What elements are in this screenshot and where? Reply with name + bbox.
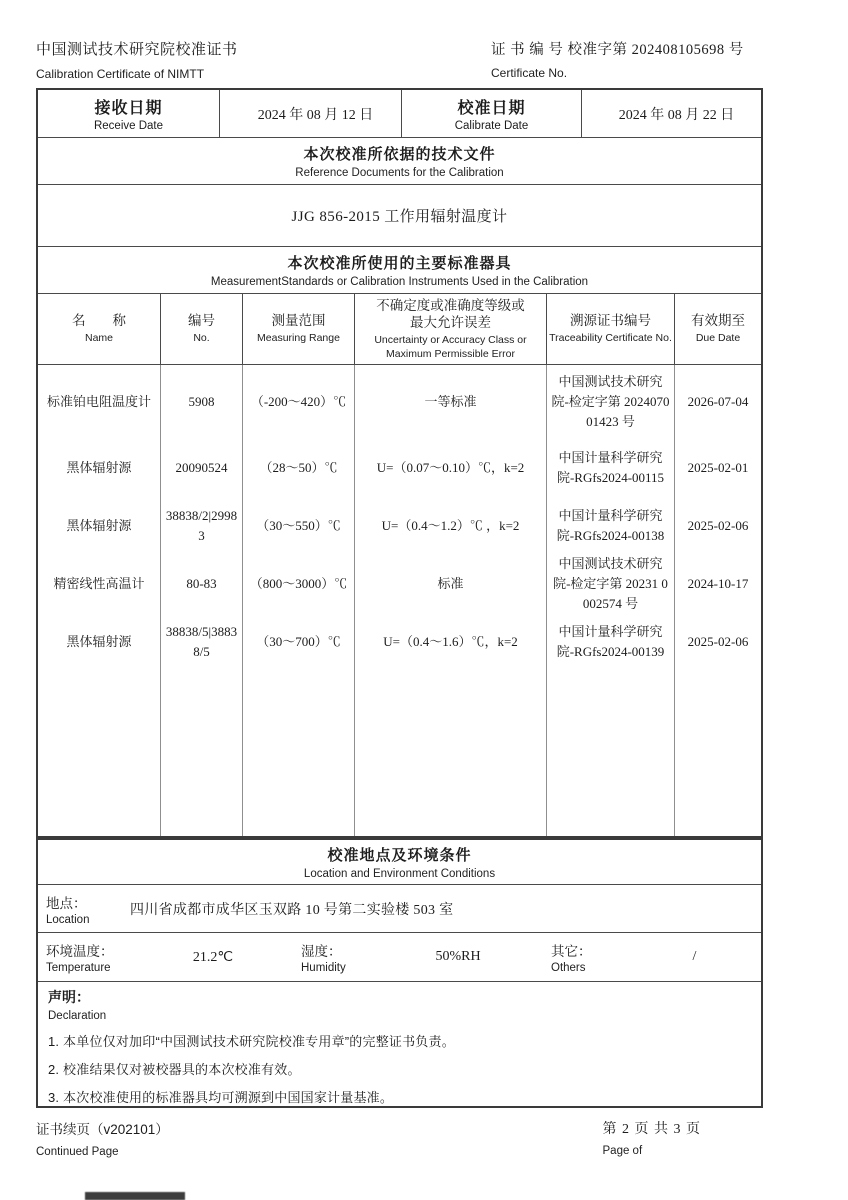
cell-uncertainty: U=（0.4～1.6）℃，k=2 xyxy=(355,613,547,671)
column-header-no xyxy=(161,294,243,364)
cell-due: 2025-02-06 xyxy=(687,633,749,649)
temperature-label-zh: 环境温度： xyxy=(46,944,114,960)
standards-section-title xyxy=(38,247,761,294)
footer-right xyxy=(603,1118,702,1158)
others-label xyxy=(543,933,628,981)
declaration-item: 2. 校准结果仅对被校器具的本次校准有效。 xyxy=(48,1061,301,1077)
others-label-zh: 其它： xyxy=(551,944,592,960)
column-header-name-en: Name xyxy=(84,331,113,344)
calibrate-date-label-en: Calibrate Date xyxy=(454,120,529,132)
column-header-range xyxy=(243,294,355,364)
page-title-en: Calibration Certificate of NIMTT xyxy=(36,67,205,81)
column-header-uncertainty-zh2: 最大允许误差 xyxy=(410,315,491,331)
cell-no: 80-83 xyxy=(161,555,243,613)
humidity-label xyxy=(293,933,373,981)
location-label xyxy=(38,885,130,933)
temperature-value: 21.2℃ xyxy=(192,949,234,965)
dates-row xyxy=(38,90,761,138)
others-label-en: Others xyxy=(551,962,586,975)
calibrate-date-label-cell xyxy=(402,90,582,137)
cell-traceability: 中国计量科学研究院-RGfs2024-00115 xyxy=(547,439,675,497)
table-row xyxy=(38,613,761,671)
column-header-name xyxy=(38,294,161,364)
table-row xyxy=(38,555,761,613)
cell-uncertainty: U=（0.4～1.2）℃ ，k=2 xyxy=(355,497,547,555)
cell-uncertainty: U=（0.07～0.10）℃，k=2 xyxy=(355,439,547,497)
receive-date-label-cell xyxy=(38,90,220,137)
declaration-block xyxy=(38,982,761,1106)
calibration-table xyxy=(36,88,763,838)
cell-due: 2025-02-06 xyxy=(687,517,749,533)
cell-traceability: 中国测试技术研究院-检定字第 20231 0002574 号 xyxy=(547,555,675,613)
cell-no: 38838/5|38838/5 xyxy=(161,613,243,671)
cell-uncertainty: 标准 xyxy=(355,555,547,613)
continued-page-zh: 证书续页（v202101） xyxy=(36,1122,169,1137)
others-value: / xyxy=(692,949,697,965)
continued-page-en: Continued Page xyxy=(36,1146,119,1158)
receive-date-label-en: Receive Date xyxy=(93,120,164,132)
location-label-en: Location xyxy=(46,913,90,926)
declaration-title-zh: 声明： xyxy=(48,988,90,1005)
header-title-block xyxy=(36,38,238,81)
receive-date-label: 接收日期 xyxy=(94,100,163,117)
cell-name: 精密线性高温计 xyxy=(38,555,161,613)
calibrate-date-value: 2024 年 08 月 22 日 xyxy=(618,107,735,123)
standards-title-zh: 本次校准所使用的主要标准器具 xyxy=(287,255,512,272)
temperature-label xyxy=(38,933,133,981)
cell-traceability: 中国计量科学研究院-RGfs2024-00139 xyxy=(547,613,675,671)
page-footer xyxy=(36,1118,763,1158)
receive-date-value: 2024 年 08 月 12 日 xyxy=(220,90,402,137)
certificate-number-block xyxy=(491,38,763,81)
column-header-uncertainty xyxy=(355,294,547,364)
location-section-title xyxy=(38,840,761,885)
cell-due: 2024-10-17 xyxy=(687,575,749,591)
reference-title-zh: 本次校准所依据的技术文件 xyxy=(303,146,496,163)
humidity-label-zh: 湿度： xyxy=(301,944,342,960)
cell-name: 黑体辐射源 xyxy=(38,497,161,555)
column-header-traceability-en: Traceability Certificate No. xyxy=(549,331,672,344)
declaration-item: 1. 本单位仅对加印“中国测试技术研究院校准专用章”的完整证书负责。 xyxy=(48,1033,455,1049)
cell-traceability: 中国计量科学研究院-RGfs2024-00138 xyxy=(547,497,675,555)
column-header-uncertainty-zh1: 不确定度或准确度等级或 xyxy=(376,297,525,313)
column-header-range-zh: 测量范围 xyxy=(271,313,326,329)
column-header-no-en: No. xyxy=(193,331,210,344)
environment-row xyxy=(38,933,761,982)
column-header-due xyxy=(675,294,761,364)
reference-section-title xyxy=(38,138,761,185)
column-header-uncertainty-en: Uncertainty or Accuracy Class or Maximum Permissible Error xyxy=(374,333,527,360)
humidity-value: 50%RH xyxy=(435,949,481,965)
page-number-en: Page of xyxy=(602,1145,643,1157)
cell-uncertainty: 一等标准 xyxy=(355,365,547,439)
column-header-name-zh: 名 称 xyxy=(72,313,126,329)
page-number-zh: 第 2 页 共 3 页 xyxy=(602,1122,701,1137)
calibrate-date-label: 校准日期 xyxy=(457,100,526,117)
table-empty-area xyxy=(38,671,761,836)
standards-table-body xyxy=(38,365,761,836)
standards-title-en: MeasurementStandards or Calibration Instruments Used in the Calibration xyxy=(210,276,589,288)
column-header-due-zh: 有效期至 xyxy=(691,313,745,329)
document-header xyxy=(36,38,763,81)
standards-table-header xyxy=(38,294,761,365)
temperature-label-en: Temperature xyxy=(46,962,111,975)
location-row xyxy=(38,885,761,934)
location-environment-box xyxy=(36,838,763,1108)
cell-due: 2025-02-01 xyxy=(687,459,749,475)
scan-artifact-bar xyxy=(85,1192,185,1200)
cell-no: 20090524 xyxy=(161,439,243,497)
column-header-range-en: Measuring Range xyxy=(257,331,340,344)
cell-no: 5908 xyxy=(161,365,243,439)
location-title-zh: 校准地点及环境条件 xyxy=(327,846,472,864)
declaration-title-en: Declaration xyxy=(48,1009,107,1022)
column-header-traceability xyxy=(547,294,675,364)
table-row xyxy=(38,439,761,497)
column-header-due-en: Due Date xyxy=(695,331,741,344)
cell-range: （28～50）℃ xyxy=(243,439,355,497)
declaration-item: 3. 本次校准使用的标准器具均可溯源到中国国家计量基准。 xyxy=(48,1089,394,1105)
certificate-number-label-en: Certificate No. xyxy=(491,66,568,80)
table-row xyxy=(38,497,761,555)
location-label-zh: 地点： xyxy=(46,895,87,911)
page-title: 中国测试技术研究院校准证书 xyxy=(36,41,238,58)
cell-range: （30～550）℃ xyxy=(243,497,355,555)
cell-range: （30～700）℃ xyxy=(243,613,355,671)
column-header-traceability-zh: 溯源证书编号 xyxy=(570,313,651,329)
column-header-no-zh: 编号 xyxy=(188,313,215,329)
reference-document: JJG 856-2015 工作用辐射温度计 xyxy=(38,185,761,247)
footer-left xyxy=(36,1118,169,1158)
cell-name: 标准铂电阻温度计 xyxy=(38,365,161,439)
cell-traceability: 中国测试技术研究院-检定字第 202407001423 号 xyxy=(547,365,675,439)
location-title-en: Location and Environment Conditions xyxy=(303,867,496,880)
cell-range: （800～3000）℃ xyxy=(243,555,355,613)
cell-due: 2026-07-04 xyxy=(687,393,749,409)
location-address: 四川省成都市成华区玉双路 10 号第二实验楼 503 室 xyxy=(130,902,454,918)
certificate-number: 证 书 编 号 校准字第 202408105698 号 xyxy=(491,42,744,58)
table-row xyxy=(38,365,761,439)
cell-range: （-200～420）℃ xyxy=(243,365,355,439)
cell-name: 黑体辐射源 xyxy=(38,439,161,497)
humidity-label-en: Humidity xyxy=(301,962,346,975)
reference-title-en: Reference Documents for the Calibration xyxy=(295,167,504,179)
cell-name: 黑体辐射源 xyxy=(38,613,161,671)
cell-no: 38838/2|2998 3 xyxy=(161,497,243,555)
